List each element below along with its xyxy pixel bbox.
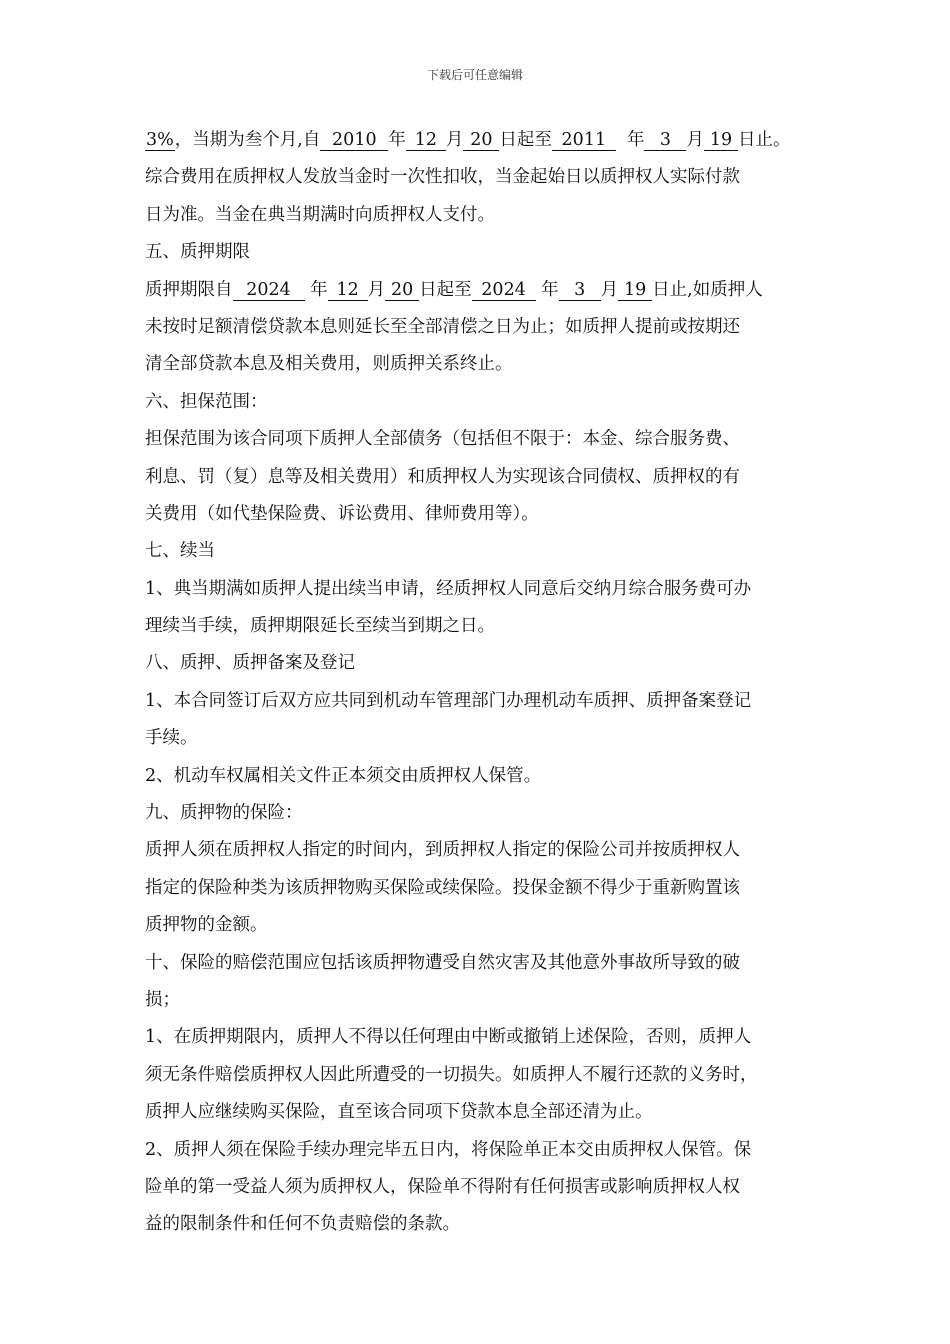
paragraph-line: 2、机动车权属相关文件正本须交由质押权人保管。	[145, 765, 542, 786]
term-period-line	[145, 122, 815, 159]
paragraph-line: 手续。	[145, 728, 198, 749]
text-fragment: ，当期为叁个月,自	[174, 130, 321, 150]
page-header-note: 下载后可任意编辑	[426, 68, 523, 82]
text-fragment: 日起至	[419, 279, 472, 300]
paragraph-line: 益的限制条件和任何不负责赔偿的条款。	[145, 1214, 460, 1235]
paragraph-line: 综合费用在质押权人发放当金时一次性扣收，当金起始日以质押权人实际付款	[145, 167, 740, 188]
paragraph-line: 2、质押人须在保险手续办理完毕五日内，将保险单正本交由质押权人保管。保	[145, 1139, 752, 1160]
start-month: 12	[406, 130, 446, 151]
section-title: 七、续当	[145, 541, 215, 562]
paragraph-line: 日为准。当金在典当期满时向质押权人支付。	[145, 204, 495, 225]
text-fragment: 日止,如质押人	[652, 279, 763, 300]
section-title: 十、保险的赔偿范围应包括该质押物遭受自然灾害及其他意外事故所导致的破	[145, 952, 740, 973]
section-title: 九、质押物的保险：	[145, 803, 303, 824]
end-day: 19	[618, 280, 652, 301]
year-char: 年	[388, 130, 406, 150]
year-char: 年	[310, 279, 328, 300]
end-day: 19	[704, 130, 738, 151]
end-year: 2024	[472, 280, 536, 301]
paragraph-line: 1、典当期满如质押人提出续当申请，经质押权人同意后交纳月综合服务费可办	[145, 578, 752, 599]
paragraph-line: 1、本合同签订后双方应共同到机动车管理部门办理机动车质押、质押备案登记	[145, 690, 752, 711]
start-year: 2010	[320, 130, 388, 151]
paragraph-line: 指定的保险种类为该质押物购买保险或续保险。投保金额不得少于重新购置该	[145, 877, 740, 898]
year-char: 年	[626, 130, 645, 150]
document-body	[145, 122, 815, 1244]
paragraph-line: 质押人应继续购买保险，直至该合同项下贷款本息全部还清为止。	[145, 1102, 653, 1123]
paragraph-line: 险单的第一受益人须为质押权人，保险单不得附有任何损害或影响质押权人权	[145, 1176, 740, 1197]
section-title: 六、担保范围：	[145, 391, 268, 412]
end-year: 2011	[552, 130, 616, 151]
paragraph-line: 质押物的金额。	[145, 915, 268, 936]
text-fragment: 日止。	[737, 130, 791, 150]
section-title: 五、质押期限	[145, 242, 250, 263]
paragraph-line: 质押人须在质押权人指定的时间内，到质押权人指定的保险公司并按质押权人	[145, 840, 740, 861]
month-char: 月	[686, 130, 704, 150]
paragraph-line: 1、在质押期限内，质押人不得以任何理由中断或撤销上述保险，否则，质押人	[145, 1027, 752, 1048]
start-year: 2024	[233, 280, 305, 301]
month-char: 月	[367, 279, 386, 300]
paragraph-line: 须无条件赔偿质押权人因此所遭受的一切损失。如质押人不履行还款的义务时，	[145, 1064, 758, 1085]
end-month: 3	[559, 280, 601, 301]
month-char: 月	[445, 130, 464, 150]
start-day: 20	[463, 130, 499, 151]
paragraph-line: 未按时足额清偿贷款本息则延长至全部清偿之日为止；如质押人提前或按期还	[145, 316, 740, 337]
text-fragment: 日起至	[499, 130, 552, 150]
pledge-period-line	[145, 272, 815, 309]
start-month: 12	[328, 280, 368, 301]
paragraph-line: 清全部贷款本息及相关费用，则质押关系终止。	[145, 354, 513, 375]
section-title: 八、质押、质押备案及登记	[145, 653, 355, 674]
end-month: 3	[644, 130, 686, 151]
paragraph-line: 损；	[145, 989, 180, 1010]
start-day: 20	[385, 280, 419, 301]
interest-rate: 3%	[146, 130, 174, 150]
month-char: 月	[600, 279, 619, 300]
text-fragment: 质押期限自	[145, 279, 233, 300]
year-char: 年	[541, 279, 559, 300]
paragraph-line: 理续当手续，质押期限延长至续当到期之日。	[145, 616, 495, 637]
paragraph-line: 关费用（如代垫保险费、诉讼费用、律师费用等）。	[145, 503, 539, 524]
paragraph-line: 利息、罚（复）息等及相关费用）和质押权人为实现该合同债权、质押权的有	[145, 466, 740, 487]
paragraph-line: 担保范围为该合同项下质押人全部债务（包括但不限于：本金、综合服务费、	[145, 429, 740, 450]
